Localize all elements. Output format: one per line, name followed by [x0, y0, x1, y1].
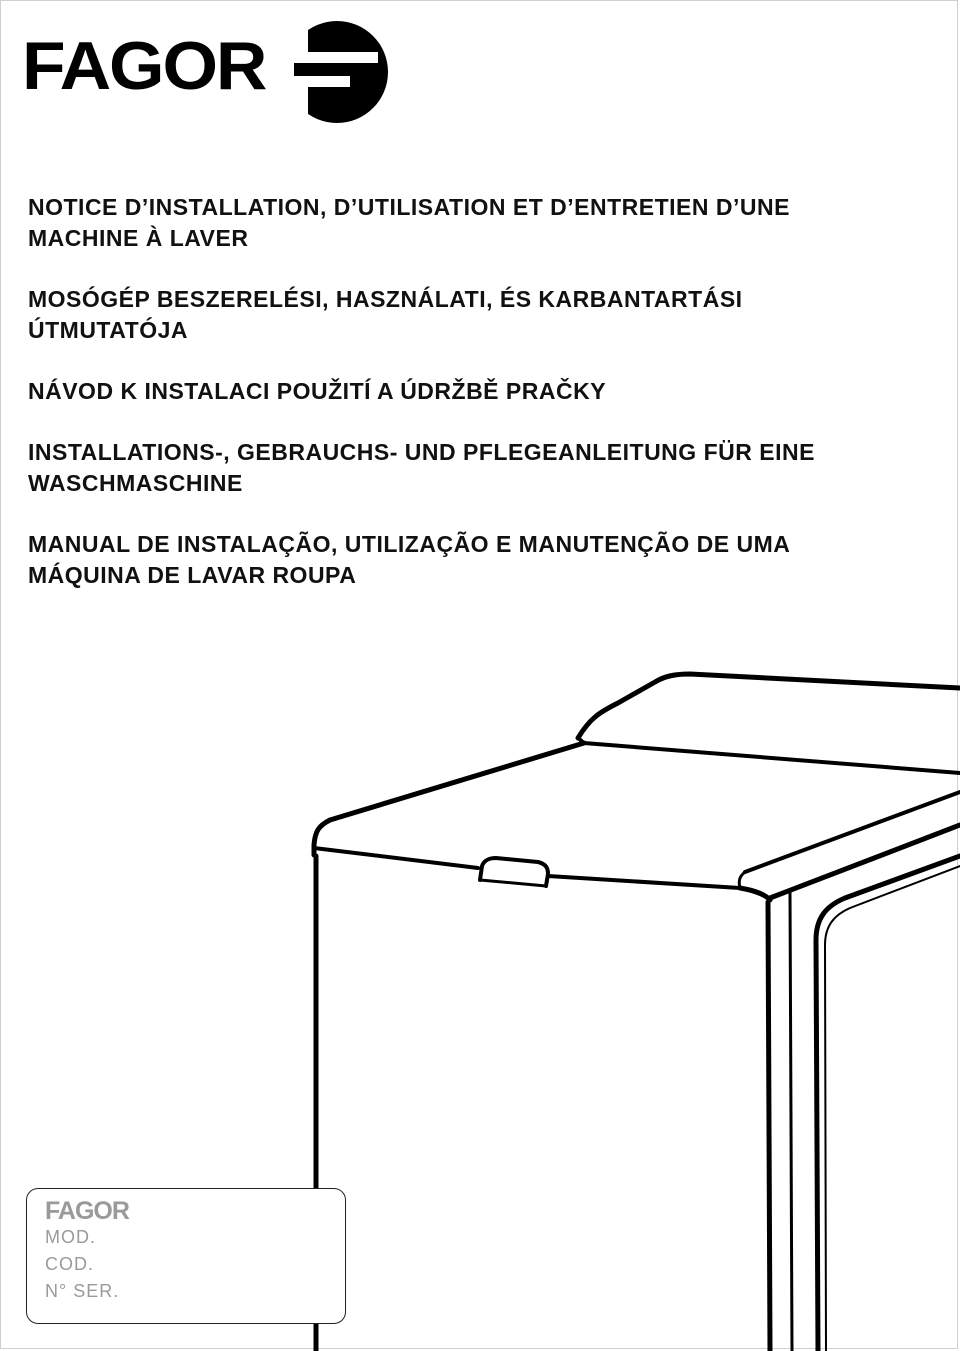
title-line: ÚTMUTATÓJA — [28, 317, 189, 343]
brand-logo — [22, 14, 387, 130]
title-hungarian — [28, 284, 928, 346]
label-brand: FAGOR — [45, 1197, 129, 1225]
title-line: INSTALLATIONS-, GEBRAUCHS- UND PFLEGEANLEITUNG FÜR EINE — [28, 439, 815, 465]
rating-label-box — [26, 1188, 346, 1324]
title-german — [28, 437, 928, 499]
fagor-f-emblem-icon — [280, 14, 388, 130]
label-model: MOD. — [45, 1227, 96, 1247]
label-code: COD. — [45, 1254, 94, 1274]
title-portuguese — [28, 529, 928, 591]
title-line: MOSÓGÉP BESZERELÉSI, HASZNÁLATI, ÉS KARBANTARTÁSI — [28, 286, 743, 312]
title-line: WASCHMASCHINE — [28, 470, 243, 496]
title-french — [28, 192, 928, 254]
title-line: NÁVOD K INSTALACI POUŽITÍ A ÚDRŽBĚ PRAČKY — [28, 378, 607, 404]
title-czech — [28, 376, 928, 407]
title-line: NOTICE D’INSTALLATION, D’UTILISATION ET D’ENTRETIEN D’UNE — [28, 194, 790, 220]
title-line: MÁQUINA DE LAVAR ROUPA — [28, 562, 357, 588]
label-serial: N° SER. — [45, 1281, 120, 1301]
title-line: MANUAL DE INSTALAÇÃO, UTILIZAÇÃO E MANUTENÇÃO DE UMA — [28, 531, 791, 557]
title-line: MACHINE À LAVER — [28, 225, 249, 251]
manual-titles — [28, 192, 928, 591]
brand-name: FAGOR — [22, 28, 266, 104]
